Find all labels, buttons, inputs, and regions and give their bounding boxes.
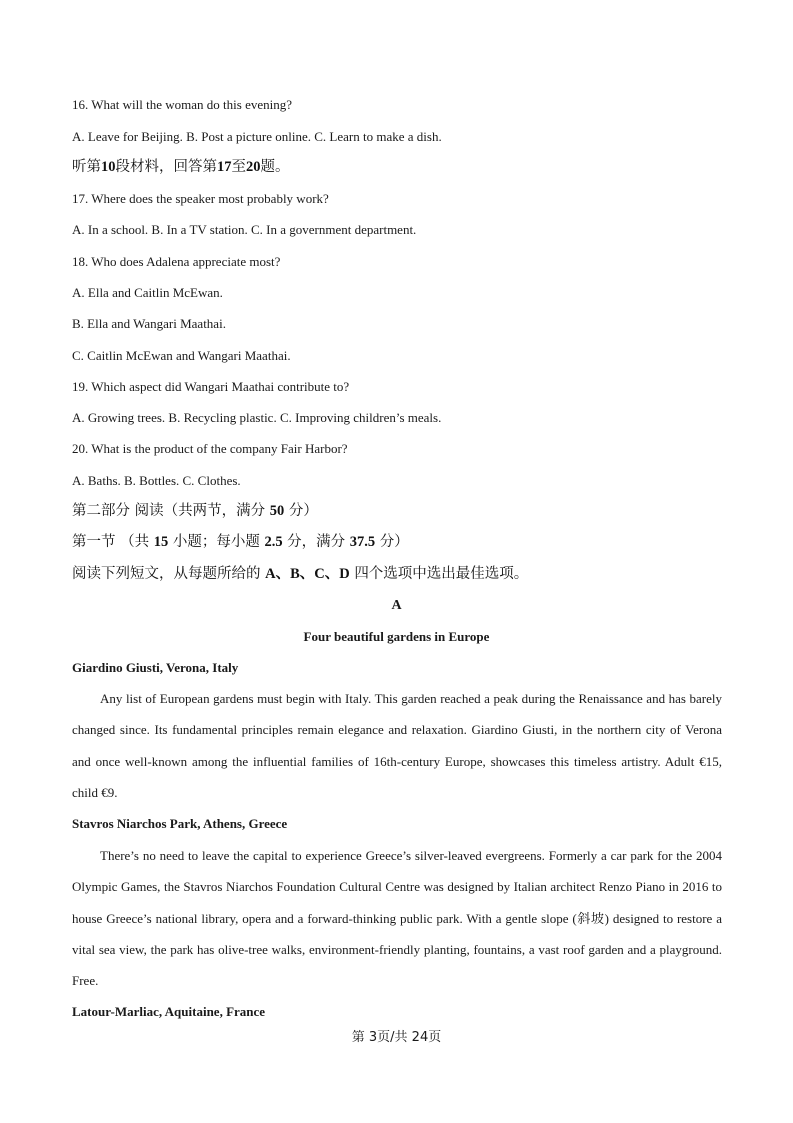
- question-17-options: A. In a school. B. In a TV station. C. In a government department.: [72, 222, 417, 237]
- garden-1-heading: Giardino Giusti, Verona, Italy: [72, 660, 239, 675]
- reading-instruction: 阅读下列短文，从每题所给的 A、B、C、D 四个选项中选出最佳选项。: [72, 566, 529, 582]
- section-10-instruction: 听第10段材料，回答第17至20题。: [72, 159, 290, 175]
- passage-title: Four beautiful gardens in Europe: [303, 629, 490, 644]
- garden-1-paragraph: Any list of European gardens must begin with Italy. This garden reached a peak during the Renaissance and has barely changed since. Its fundamental principles remain elegance and relaxation. Giardino Giusti, in the northern city of Verona and once well-known among the influential families of 16th-century Europe, showcases this timeless artistry. Adult €15, child €9.: [72, 691, 722, 800]
- question-16-options: A. Leave for Beijing. B. Post a picture online. C. Learn to make a dish.: [72, 129, 442, 144]
- page-footer: 第 3页/共 24页: [351, 1030, 442, 1045]
- part-2-heading: 第二部分 阅读（共两节，满分 50 分）: [72, 503, 318, 519]
- garden-2-heading: Stavros Niarchos Park, Athens, Greece: [72, 816, 288, 831]
- question-18-option-c: C. Caitlin McEwan and Wangari Maathai.: [72, 348, 291, 363]
- question-19-options: A. Growing trees. B. Recycling plastic. C. Improving children’s meals.: [72, 410, 442, 425]
- garden-2-paragraph: There’s no need to leave the capital to experience Greece’s silver-leaved evergreens. Formerly a car park for the 2004 Olympic Games, the Stavros Niarchos Foundation Cultural Centre was designed by Italian architect Renzo Piano in 2016 to house Greece’s national library, opera and a forward-thinking public park. With a gentle slope (斜坡) designed to restore a vital sea view, the park has olive-tree walks, environment-friendly planting, fountains, a vast roof garden and a playground. Free.: [72, 848, 722, 989]
- question-20-options: A. Baths. B. Bottles. C. Clothes.: [72, 473, 241, 488]
- question-16: 16. What will the woman do this evening?: [72, 97, 292, 112]
- section-1-heading: 第一节 （共 15 小题；每小题 2.5 分，满分 37.5 分）: [72, 534, 409, 550]
- question-18-option-a: A. Ella and Caitlin McEwan.: [72, 285, 223, 300]
- question-18: 18. Who does Adalena appreciate most?: [72, 254, 281, 269]
- passage-letter: A: [391, 598, 402, 613]
- question-18-option-b: B. Ella and Wangari Maathai.: [72, 316, 226, 331]
- question-20: 20. What is the product of the company Fair Harbor?: [72, 441, 348, 456]
- question-19: 19. Which aspect did Wangari Maathai contribute to?: [72, 379, 350, 394]
- question-17: 17. Where does the speaker most probably work?: [72, 191, 329, 206]
- garden-3-heading: Latour-Marliac, Aquitaine, France: [72, 1004, 266, 1019]
